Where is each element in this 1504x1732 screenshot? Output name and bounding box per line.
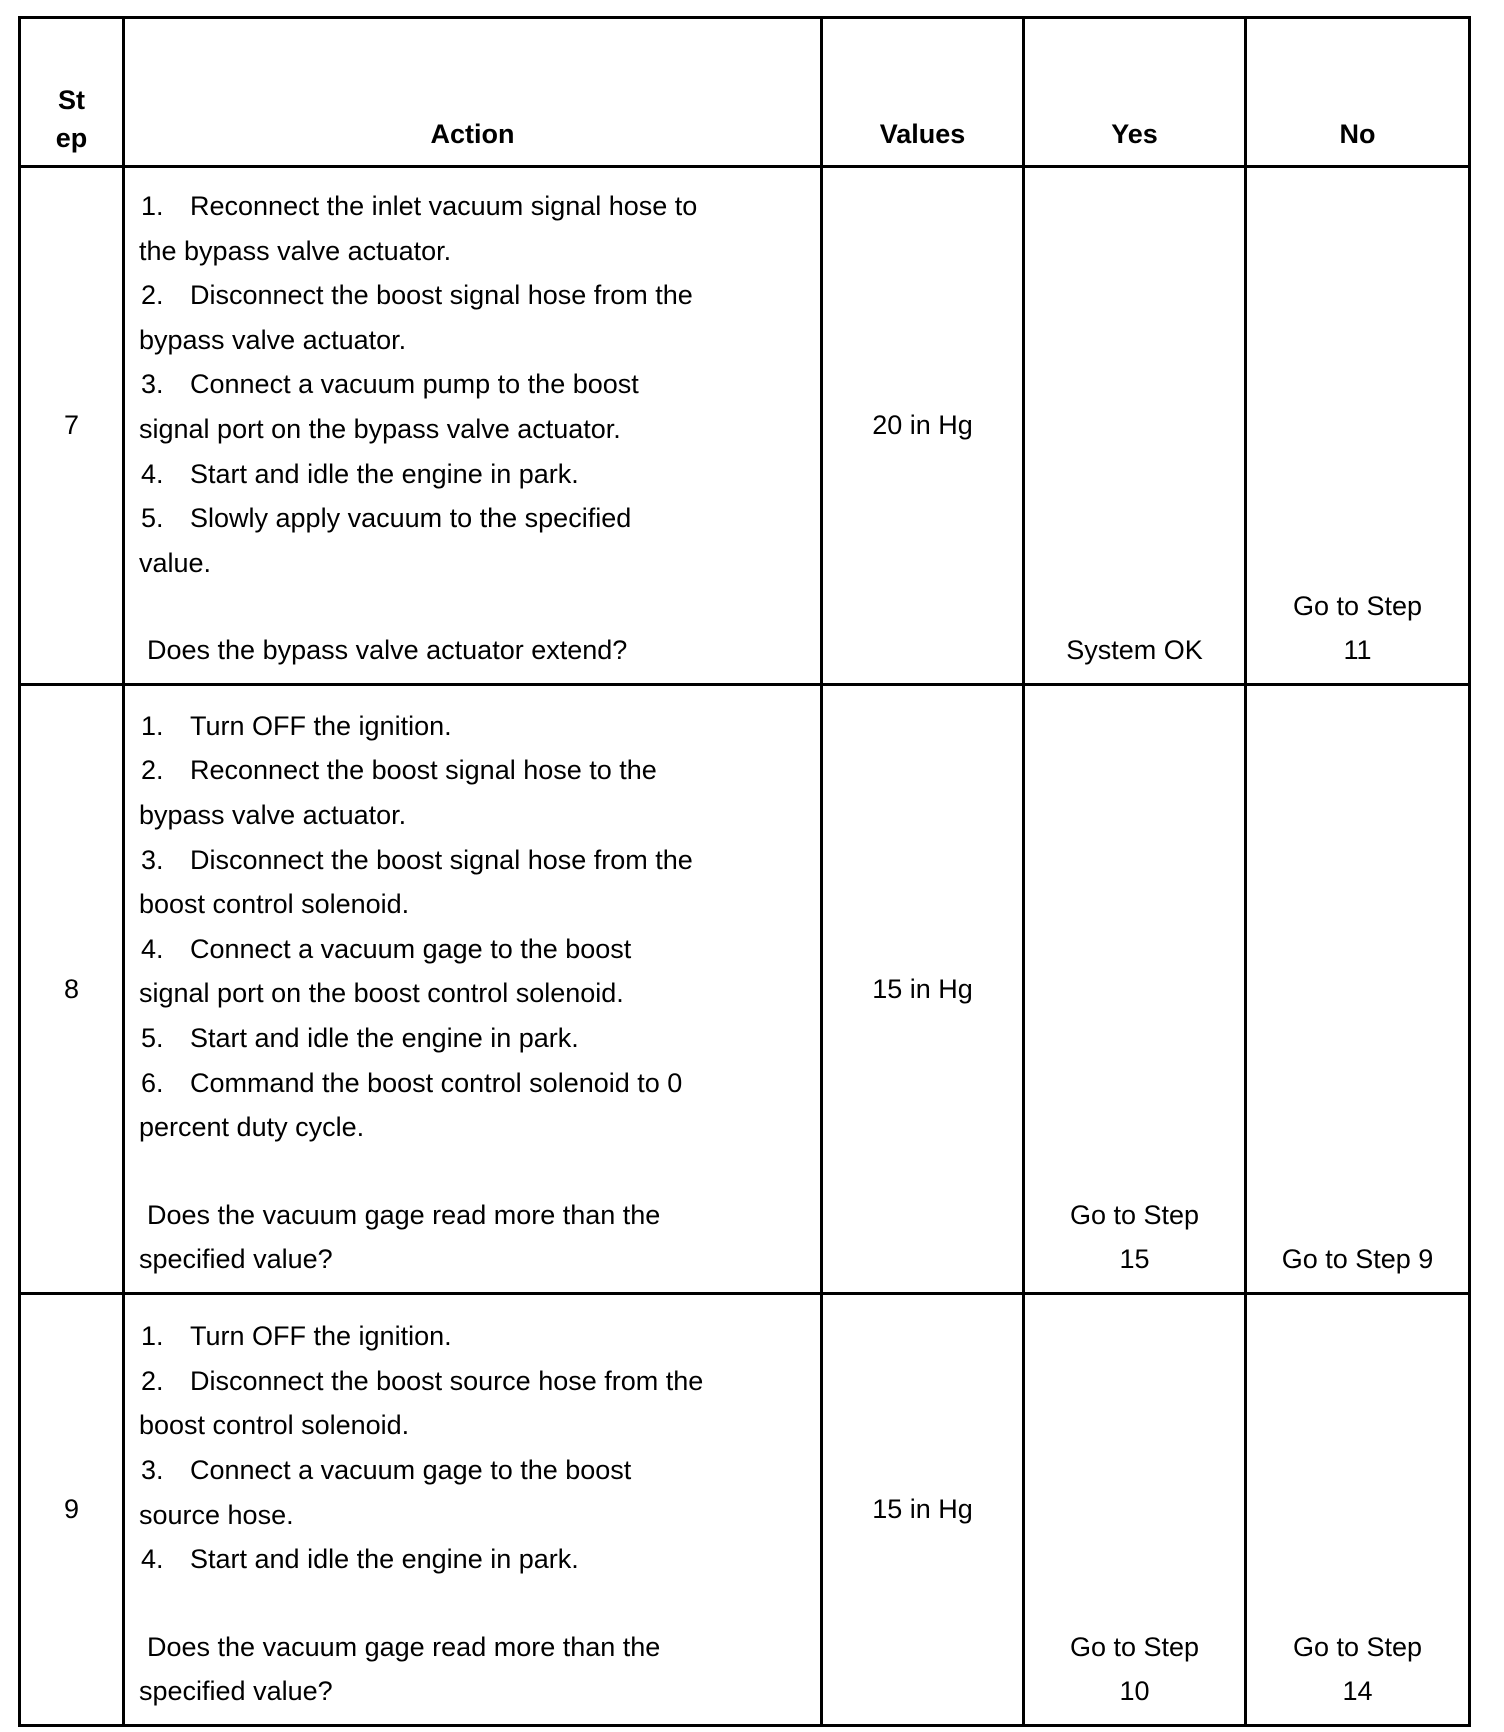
action-step-text: Connect a vacuum gage to the boost [190,933,632,964]
action-step-text: Disconnect the boost signal hose from the [190,280,693,311]
header-step-line2: ep [55,123,88,153]
yes-cell [1024,167,1246,685]
action-step-number: 1. [141,710,164,741]
action-question-line2: specified value? [139,1676,333,1707]
yes-answer-line1: System OK [1066,635,1203,666]
action-step-text: Reconnect the boost signal hose to the [190,755,657,786]
action-cell [124,685,822,1294]
action-question [139,1193,800,1282]
no-cell [1246,685,1470,1294]
action-step-number: 6. [141,1067,164,1098]
step-number: 9 [20,1294,124,1726]
action-step-line [139,704,800,749]
action-question-line2: specified value? [139,1244,333,1275]
action-step-text: Reconnect the inlet vacuum signal hose to [190,191,698,222]
table-body [20,167,1470,1726]
header-step-line1: St [58,85,85,115]
action-step-continuation: signal port on the boost control solenoid. [139,978,624,1009]
action-step-number: 1. [141,1321,164,1352]
header-action: Action [124,18,822,167]
no-answer-line1: Go to Step [1292,1631,1423,1662]
no-answer-line1: Go to Step [1292,590,1423,621]
action-step-line [139,927,800,972]
action-step-number: 4. [141,1544,164,1575]
value-cell: 15 in Hg [822,685,1024,1294]
action-step-line [139,1314,800,1359]
action-step-line [139,838,800,883]
action-step-number: 2. [141,1365,164,1396]
action-cell [124,167,822,685]
action-step-text: Turn OFF the ignition. [190,710,452,741]
action-step-text: Connect a vacuum pump to the boost [190,369,639,400]
step-number: 7 [20,167,124,685]
action-step-number: 5. [141,1023,164,1054]
action-step-text: Disconnect the boost source hose from the [190,1365,704,1396]
header-row [20,18,1470,167]
value-cell: 15 in Hg [822,1294,1024,1726]
header-no: No [1246,18,1470,167]
no-cell [1246,167,1470,685]
yes-cell [1024,1294,1246,1726]
yes-cell [1024,685,1246,1294]
table-row [20,685,1470,1294]
action-step-line [139,1537,800,1582]
action-step-continuation: percent duty cycle. [139,1112,365,1143]
action-cell [124,1294,822,1726]
action-question [139,628,800,673]
action-step-line [139,496,800,541]
action-step-text: Command the boost control solenoid to 0 [190,1067,683,1098]
action-step-line [139,1448,800,1493]
action-step-line [139,1016,800,1061]
action-question [139,1625,800,1714]
action-step-text: Slowly apply vacuum to the specified [190,503,632,534]
no-answer-line2: 14 [1342,1676,1373,1707]
action-step-text: Disconnect the boost signal hose from the [190,844,693,875]
action-step-text: Start and idle the engine in park. [190,1023,579,1054]
action-step-number: 3. [141,1455,164,1486]
action-step-continuation: the bypass valve actuator. [139,235,452,266]
action-step-continuation: boost control solenoid. [139,1410,410,1441]
action-step-line [139,362,800,407]
action-question-line1: Does the vacuum gage read more than the [147,1199,661,1230]
no-answer-line2: 11 [1343,635,1372,666]
no-cell [1246,1294,1470,1726]
action-step-line [139,184,800,229]
action-step-number: 5. [141,503,164,534]
yes-answer-line2: 10 [1119,1676,1150,1707]
header-step [20,18,124,167]
action-step-text: Connect a vacuum gage to the boost [190,1455,632,1486]
table-row [20,167,1470,685]
diagnostic-table [18,16,1471,1727]
yes-answer-line2: 15 [1119,1244,1150,1275]
action-question-line1: Does the bypass valve actuator extend? [147,635,628,666]
yes-answer-line1: Go to Step [1069,1199,1200,1230]
action-step-line [139,748,800,793]
action-step-number: 3. [141,844,164,875]
action-step-line [139,1359,800,1404]
action-step-continuation: bypass valve actuator. [139,324,407,355]
action-step-continuation: signal port on the bypass valve actuator. [139,414,621,445]
header-yes: Yes [1024,18,1246,167]
action-step-text: Start and idle the engine in park. [190,458,579,489]
action-step-continuation: value. [139,547,212,578]
action-step-number: 4. [141,933,164,964]
action-step-continuation: source hose. [139,1499,294,1530]
action-step-continuation: bypass valve actuator. [139,800,407,831]
action-step-line [139,1061,800,1106]
action-step-continuation: boost control solenoid. [139,889,410,920]
step-number: 8 [20,685,124,1294]
action-step-line [139,273,800,318]
header-values: Values [822,18,1024,167]
action-step-number: 4. [141,458,164,489]
action-step-number: 1. [141,191,164,222]
action-step-text: Turn OFF the ignition. [190,1321,452,1352]
value-cell: 20 in Hg [822,167,1024,685]
no-answer-line1: Go to Step 9 [1281,1244,1434,1275]
action-step-number: 2. [141,280,164,311]
table-row [20,1294,1470,1726]
yes-answer-line1: Go to Step [1069,1631,1200,1662]
action-step-line [139,452,800,497]
action-step-number: 3. [141,369,164,400]
action-question-line1: Does the vacuum gage read more than the [147,1631,661,1662]
action-step-text: Start and idle the engine in park. [190,1544,579,1575]
action-step-number: 2. [141,755,164,786]
